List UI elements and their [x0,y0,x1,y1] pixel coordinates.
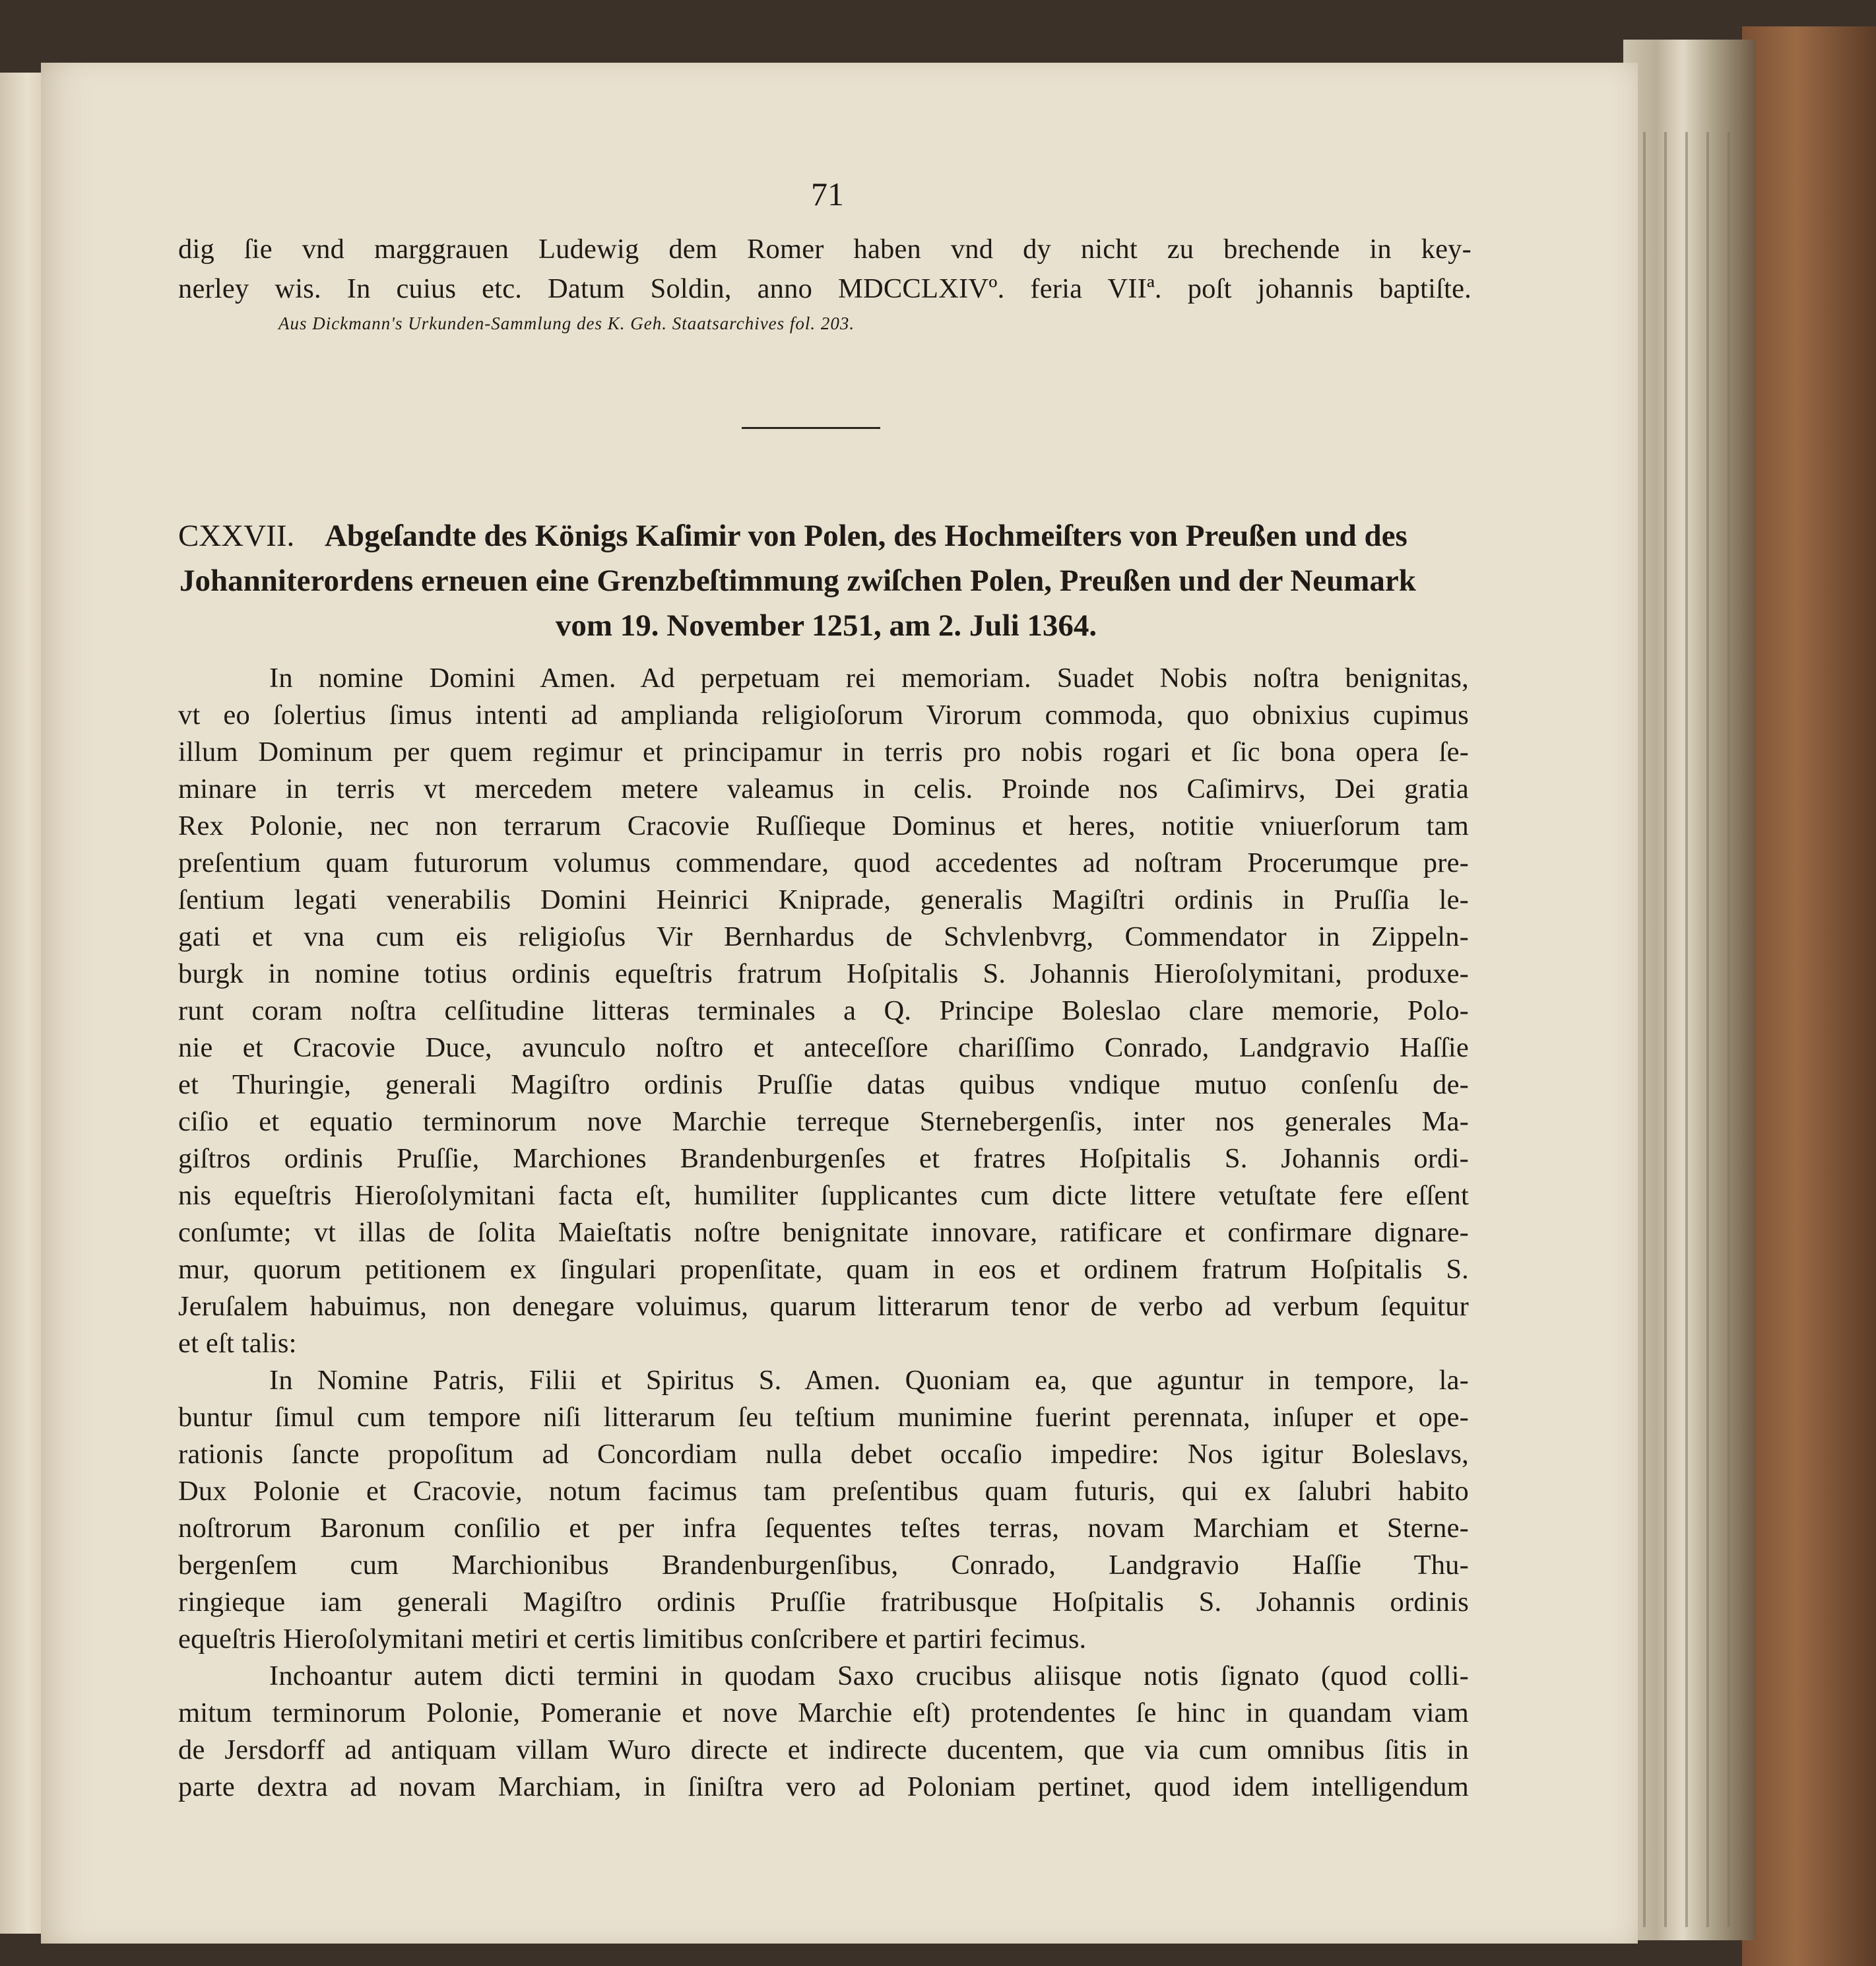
body-line: ciſio et equatio terminorum nove Marchie terreque Sternebergenſis, inter nos generales Ma- [178,1106,1469,1137]
body-line: Jeruſalem habuimus, non denegare voluimus, quarum litterarum tenor de verbo ad verbum ſequitur [178,1291,1469,1322]
body-line: Dux Polonie et Cracovie, notum facimus tam preſentibus quam futuris, qui ex ſalubri habito [178,1476,1469,1507]
body-line: et Thuringie, generali Magiſtro ordinis Pruſſie datas quibus vndique mutuo conſenſu de- [178,1069,1469,1100]
body-line: conſumte; vt illas de ſolita Maieſtatis noſtre benignitate innovare, ratificare et confirmare dignare- [178,1217,1469,1248]
document-heading-line-1 [178,518,1472,554]
body-line: preſentium quam futurorum volumus commendare, quod accedentes ad noſtram Procerumque pre- [178,847,1469,878]
body-line: equeſtris Hieroſolymitani metiri et certis limitibus conſcribere et partiri fecimus. [178,1623,1087,1655]
body-line: buntur ſimul cum tempore niſi litterarum ſeu teſtium munimine fuerint perennata, inſuper et ope- [178,1402,1469,1433]
page-edge-line [1728,132,1730,1927]
preface-line: nerley wis. In cuius etc. Datum Soldin, anno MDCCLXIVº. feria VIIª. poſt johannis baptiſte. [178,273,1472,304]
body-line: giſtros ordinis Pruſſie, Marchiones Brandenburgenſes et fratres Hoſpitalis S. Johannis ordi- [178,1143,1469,1174]
body-line: parte dextra ad novam Marchiam, in ſiniſtra vero ad Poloniam pertinet, quod idem intelligendum [178,1771,1469,1802]
page-stack-edge [1623,40,1755,1940]
book-cover [1742,26,1876,1966]
heading-text: Abgeſandte des Königs Kaſimir von Polen, des Hochmeiſters von Preußen und des [324,519,1407,553]
body-line: illum Dominum per quem regimur et principamur in terris pro nobis rogari et ſic bona opera ſe- [178,737,1469,768]
body-line: rationis ſancte propoſitum ad Concordiam nulla debet occaſio impedire: Nos igitur Boleslavs, [178,1439,1469,1470]
source-note: Aus Dickmann's Urkunden-Sammlung des K. Geh. Staatsarchives fol. 203. [278,313,855,333]
body-line: et eſt talis: [178,1328,297,1359]
body-line: nie et Cracovie Duce, avunculo noſtro et anteceſſore chariſſimo Conrado, Landgravio Haſſie [178,1032,1469,1063]
body-line: nis equeſtris Hieroſolymitani facta eſt, humiliter ſupplicantes cum dicte littere vetuſtate fere eſſent [178,1180,1469,1211]
page-edge-line [1706,132,1709,1927]
page-edge-line [1685,132,1688,1927]
document-heading-line-3: vom 19. November 1251, am 2. Juli 1364. [555,608,1097,643]
body-line: noſtrorum Baronum conſilio et per infra ſequentes teſtes terras, novam Marchiam et Sterne- [178,1513,1469,1544]
body-line: mitum terminorum Polonie, Pomeranie et nove Marchie eſt) protendentes ſe hinc in quandam viam [178,1697,1469,1728]
body-line: minare in terris vt mercedem metere valeamus in celis. Proinde nos Caſimirvs, Dei gratia [178,773,1469,804]
body-line: bergenſem cum Marchionibus Brandenburgenſibus, Conrado, Landgravio Haſſie Thu- [178,1550,1469,1581]
body-line: vt eo ſolertius ſimus intenti ad amplianda religioſorum Virorum commoda, quo obnixius cupimus [178,700,1469,731]
body-line: mur, quorum petitionem ex ſingulari propenſitate, quam in eos et ordinem fratrum Hoſpitalis S. [178,1254,1469,1285]
body-line: runt coram noſtra celſitudine litteras terminales a Q. Principe Boleslao clare memorie, Polo- [178,995,1469,1026]
body-line: Inchoantur autem dicti termini in quodam Saxo crucibus aliisque notis ſignato (quod colli- [269,1660,1469,1691]
document-heading-line-2: Johanniterordens erneuen eine Grenzbeſtimmung zwiſchen Polen, Preußen und der Neumark [179,564,1416,598]
preface-line: dig ſie vnd marggrauen Ludewig dem Romer haben vnd dy nicht zu brechende in key- [178,234,1472,265]
document-number: CXXVII. [178,519,295,553]
separator-rule [742,427,880,429]
body-line: In Nomine Patris, Filii et Spiritus S. Amen. Quoniam ea, que aguntur in tempore, la- [269,1365,1469,1396]
body-line: de Jersdorff ad antiquam villam Wuro directe et indirecte ducentem, que via cum omnibus ſitis in [178,1734,1469,1765]
body-line: burgk in nomine totius ordinis equeſtris fratrum Hoſpitalis S. Johannis Hieroſolymitani, produxe- [178,958,1469,989]
page-edge-line [1664,132,1667,1927]
page-number: 71 [811,176,844,213]
body-line: Rex Polonie, nec non terrarum Cracovie Ruſſieque Dominus et heres, notitie vniuerſorum tam [178,810,1469,841]
body-line: ringieque iam generali Magiſtro ordinis Pruſſie fratribusque Hoſpitalis S. Johannis ordinis [178,1587,1469,1618]
body-line: In nomine Domini Amen. Ad perpetuam rei memoriam. Suadet Nobis noſtra benignitas, [269,663,1469,694]
document-page [41,63,1638,1944]
page-edge-line [1643,132,1646,1927]
body-line: ſentium legati venerabilis Domini Heinrici Kniprade, generalis Magiſtri ordinis in Pruſſia le- [178,884,1469,915]
body-line: gati et vna cum eis religioſus Vir Bernhardus de Schvlenbvrg, Commendator in Zippeln- [178,921,1469,952]
